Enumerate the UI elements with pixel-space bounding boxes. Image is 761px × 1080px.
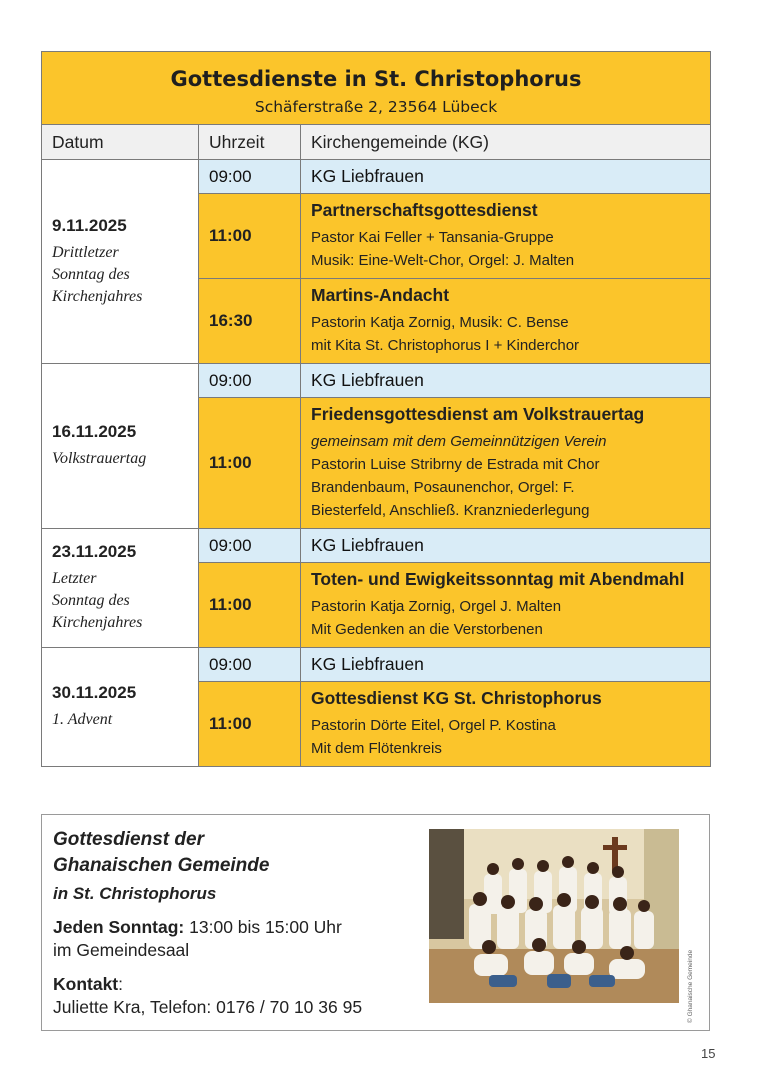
sunday-name-line: Kirchenjahres bbox=[52, 614, 143, 631]
sunday-name bbox=[52, 242, 198, 308]
service-time: 09:00 bbox=[199, 160, 301, 194]
page-number: 15 bbox=[701, 1046, 716, 1061]
service-time: 11:00 bbox=[199, 398, 301, 529]
sunday-name-line: Kirchenjahres bbox=[52, 287, 143, 305]
service-details: KG Liebfrauen bbox=[301, 160, 711, 194]
service-time: 09:00 bbox=[199, 364, 301, 398]
sunday-name-line: Letzter bbox=[52, 570, 97, 587]
service-detail-line: Brandenbaum, Posaunenchor, Orgel: F. bbox=[311, 479, 575, 496]
service-detail-line: Pastorin Katja Zornig, Musik: C. Bense bbox=[311, 314, 569, 331]
service-detail-line: Pastorin Dörte Eitel, Orgel P. Kostina bbox=[311, 717, 556, 734]
service-details: KG Liebfrauen bbox=[301, 529, 711, 563]
service-time: 09:00 bbox=[199, 529, 301, 563]
service-date: 23.11.2025 bbox=[52, 542, 137, 561]
photo-credit bbox=[685, 915, 695, 1025]
sunday-name bbox=[52, 709, 198, 731]
service-detail-line: Biesterfeld, Anschließ. Kranzniederlegung bbox=[311, 502, 590, 519]
ghana-title-line2: Ghanaischen Gemeinde bbox=[53, 855, 270, 876]
date-cell bbox=[42, 648, 199, 767]
service-details: KG Liebfrauen bbox=[301, 364, 711, 398]
ghana-title bbox=[53, 827, 269, 879]
ghana-info-box bbox=[41, 814, 710, 1031]
sunday-name-line: 1. Advent bbox=[52, 711, 113, 728]
service-details bbox=[301, 398, 711, 529]
table-row bbox=[42, 529, 711, 563]
service-title: Toten- und Ewigkeitssonntag mit Abendmahl bbox=[311, 569, 685, 589]
table-row bbox=[42, 364, 711, 398]
page-title: Gottesdienste in St. Christophorus bbox=[170, 66, 582, 91]
service-title: Partnerschaftsgottesdienst bbox=[311, 200, 538, 220]
column-header-congregation: Kirchengemeinde (KG) bbox=[301, 125, 711, 160]
service-detail-line: Mit dem Flötenkreis bbox=[311, 740, 442, 757]
ghana-title-line3: in St. Christophorus bbox=[53, 884, 217, 903]
service-title: Martins-Andacht bbox=[311, 285, 450, 305]
contact-colon: : bbox=[118, 974, 124, 994]
congregation-photo bbox=[429, 829, 679, 1003]
service-detail-line: mit Kita St. Christophorus I + Kinderchor bbox=[311, 337, 580, 354]
date-cell bbox=[42, 529, 199, 648]
date-cell bbox=[42, 160, 199, 364]
sunday-name-line: Volkstrauertag bbox=[52, 450, 147, 467]
contact-label: Kontakt bbox=[53, 974, 119, 994]
church-address: Schäferstraße 2, 23564 Lübeck bbox=[254, 97, 498, 116]
service-date: 9.11.2025 bbox=[52, 215, 127, 235]
column-header-time: Uhrzeit bbox=[199, 125, 301, 160]
service-time: 11:00 bbox=[199, 682, 301, 767]
service-title: Gottesdienst KG St. Christophorus bbox=[311, 688, 602, 708]
sunday-name-line: Drittletzer bbox=[52, 243, 119, 261]
schedule-value: 13:00 bis 15:00 Uhr bbox=[184, 917, 342, 937]
service-date: 16.11.2025 bbox=[52, 422, 137, 441]
schedule-place: im Gemeindesaal bbox=[53, 940, 190, 960]
service-date: 30.11.2025 bbox=[52, 683, 137, 702]
photo-credit-text: © Ghanaische Gemeinde bbox=[687, 949, 694, 1023]
service-time: 11:00 bbox=[199, 563, 301, 648]
table-row bbox=[42, 648, 711, 682]
table-row bbox=[42, 160, 711, 194]
ghana-contact bbox=[53, 973, 362, 1019]
service-detail-line: Pastor Kai Feller + Tansania-Gruppe bbox=[311, 229, 554, 246]
service-detail-line: Pastorin Katja Zornig, Orgel J. Malten bbox=[311, 598, 562, 615]
service-details bbox=[301, 563, 711, 648]
service-time: 11:00 bbox=[199, 194, 301, 279]
contact-value: Juliette Kra, Telefon: 0176 / 70 10 36 95 bbox=[53, 997, 363, 1017]
ghana-schedule bbox=[53, 916, 342, 962]
sunday-name bbox=[52, 448, 198, 470]
table-header bbox=[42, 52, 711, 125]
service-details: KG Liebfrauen bbox=[301, 648, 711, 682]
service-time: 16:30 bbox=[199, 279, 301, 364]
schedule-body bbox=[42, 160, 711, 767]
service-detail-line: Pastorin Luise Stribrny de Estrada mit Chor bbox=[311, 456, 600, 473]
sunday-name-line: Sonntag des bbox=[52, 592, 130, 609]
column-header-date: Datum bbox=[42, 125, 199, 160]
service-details bbox=[301, 194, 711, 279]
schedule-table bbox=[41, 51, 711, 767]
service-details bbox=[301, 682, 711, 767]
service-title: Friedensgottesdienst am Volkstrauertag bbox=[311, 404, 645, 424]
sunday-name bbox=[52, 568, 198, 634]
ghana-title-line1: Gottesdienst der bbox=[53, 829, 204, 850]
service-detail-line: Musik: Eine-Welt-Chor, Orgel: J. Malten bbox=[311, 252, 575, 269]
date-cell bbox=[42, 364, 199, 529]
service-note: gemeinsam mit dem Gemeinnützigen Verein bbox=[311, 433, 607, 450]
schedule-label: Jeden Sonntag: bbox=[53, 917, 185, 937]
service-detail-line: Mit Gedenken an die Verstorbenen bbox=[311, 621, 543, 638]
sunday-name-line: Sonntag des bbox=[52, 265, 130, 283]
service-time: 09:00 bbox=[199, 648, 301, 682]
service-details bbox=[301, 279, 711, 364]
